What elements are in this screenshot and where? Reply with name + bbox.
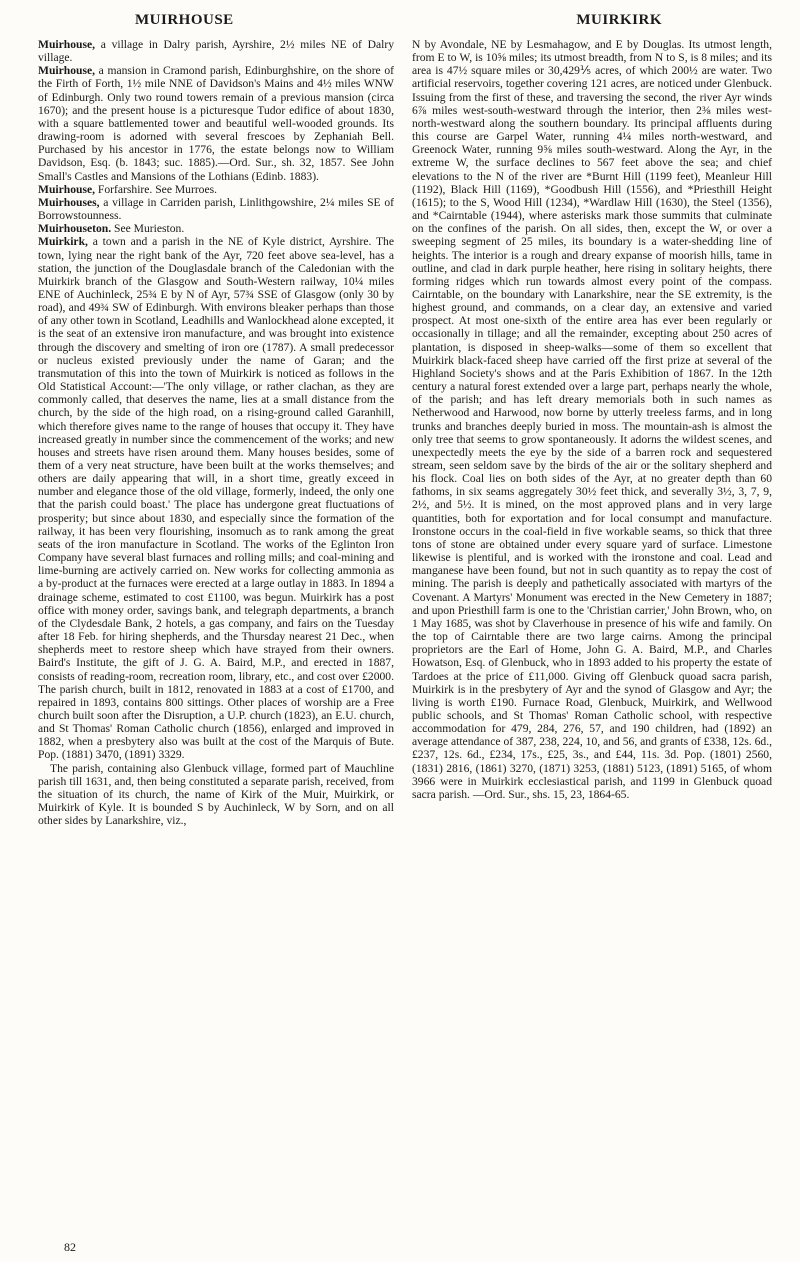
- running-header: [40, 12, 772, 34]
- entry-headword: Muirhouse,: [38, 64, 96, 78]
- entry-paragraph: [38, 64, 394, 182]
- entry-paragraph: [38, 38, 394, 64]
- entry-paragraph: [38, 183, 394, 196]
- entry-paragraph: [38, 762, 394, 828]
- entry-paragraph: [38, 196, 394, 222]
- entry-headword: Muirhouse,: [38, 38, 96, 51]
- right-column: [412, 38, 772, 801]
- entry-text: See Murieston.: [111, 222, 185, 236]
- left-column: [38, 38, 394, 827]
- entry-paragraph: [38, 222, 394, 235]
- header-left-title: MUIRHOUSE: [135, 12, 234, 28]
- entry-text: Forfarshire. See Murroes.: [95, 182, 218, 196]
- entry-paragraph: [412, 38, 772, 801]
- entry-headword: Muirhouseton.: [38, 222, 112, 236]
- page-number: 82: [64, 1240, 76, 1254]
- entry-paragraph: [38, 235, 394, 761]
- entry-text: a town and a parish in the NE of Kyle district, Ayrshire. The town, lying near the right bank of the Ayr, 720 feet above sea-level, has a station, the junction of the Douglasdale branch of the Caledonian with the Muirkirk branch of the Glasgow and South-Western railway, 10¼ miles ENE of Auchinleck, 25¾ E by N of Ayr, 57¾ SSE of Glasgow (only 30 by road), and 49¾ SW of Edinburgh. With environs bleaker perhaps than those of any other town in Scotland, Leadhills and Wanlockhead alone excepted, it is the seat of an extensive iron manufacture, and was brought into existence through the discovery and smelting of iron ore (1787). A small predecessor or nucleus existed previously under the name of Garan; and the transmutation of this into the town of Muirkirk is noticed as follows in the Old Statistical Account:—'The only village, or rather clachan, as they are commonly called, that deserves the name, lies at a small distance from the church, by the side of the high road, on a rising-ground called Garanhill, which therefore gives name to the range of houses that occupy it. They have increased greatly in number since the commencement of the works; and new houses and streets have risen around them. Many houses besides, some of them of a very neat structure, have been built at the works themselves; and others are daily appearing that will, in a short time, greatly exceed in number and elegance those of the old village, formerly, indeed, the only one that the parish could boast.' The place has undergone great fluctuations of prosperity; but since about 1830, and especially since the formation of the railway, it has been very flourishing, insomuch as to rank among the great seats of the iron manufacture in Scotland. The works of the Eglinton Iron Company have several blast furnaces and rolling mills; and coal-mining and lime-burning are actively carried on. New works for collecting ammonia as a by-product at the furnaces were erected at a large outlay in 1883. In 1894 a drainage scheme, estimated to cost £1100, was begun. Muirkirk has a post office with money order, savings bank, and telegraph departments, a branch of the Clydesdale Bank, 2 hotels, a gas company, and fairs on the Tuesday after 18 Feb. for hiring shepherds, and the Thursday nearest 21 Dec., when shepherds meet to restore sheep which have strayed from their owners. Baird's Institute, the gift of J. G. A. Baird, M.P., and erected in 1887, consists of reading-room, recreation room, library, etc., and cost over £2000. The parish church, built in 1812, renovated in 1883 at a cost of £1700, and repaired in 1893, contains 800 sittings. Other places of worship are a Free church built soon after the Disruption, a U.P. church (1823), an E.U. church, and St Thomas' Roman Catholic church (1856), enlarged and improved in 1882, when a presbytery also was built at the cost of the Marquis of Bute. Pop. (1881) 3470, (1891) 3329.: [38, 235, 394, 762]
- entry-text: The parish, containing also Glenbuck village, formed part of Mauchline parish till 1631, and, then being constituted a separate parish, received, from the situation of its church, the name of Kirk of the Muir, Muirkirk, or Muirkirk of Kyle. It is bounded S by Auchinleck, W by Sorn, and on all other sides by Lanarkshire, viz.,: [38, 761, 394, 828]
- entry-text: a village in Carriden parish, Linlithgowshire, 2¼ miles SE of Borrowstounness.: [38, 195, 394, 223]
- entry-headword: Muirkirk,: [38, 235, 88, 249]
- entry-headword: Muirhouse,: [38, 182, 96, 196]
- entry-text: a village in Dalry parish, Ayrshire, 2½ miles NE of Dalry village.: [38, 38, 394, 65]
- entry-text: a mansion in Cramond parish, Edinburghshire, on the shore of the Firth of Forth, 1½ mile NNE of Davidson's Mains and 4½ miles WNW of Edinburgh. Only two round towers remain of a previous mansion (circa 1670); and the present house is a picturesque Tudor edifice of about 1830, with a square battlemented tower and beautiful well-wooded grounds. Its drawing-room is adorned with several frescoes by Zephaniah Bell. Purchased by his ancestor in 1776, the estate belongs now to William Davidson, Esq. (b. 1843; suc. 1885).—Ord. Sur., sh. 32, 1857. See John Small's Castles and Mansions of the Lothians (Edinb. 1883).: [38, 64, 394, 183]
- entry-text: N by Avondale, NE by Lesmahagow, and E by Douglas. Its utmost length, from E to W, is 10⅝ miles; its utmost breadth, from N to S, is 8 miles; and its area is 47½ square miles or 30,429⅕ acres, of which 200½ are water. Two artificial reservoirs, together covering 121 acres, are noticed under Glenbuck. Issuing from the first of these, and traversing the second, the river Ayr winds 6⅞ miles west-south-westward through the interior, then 2⅜ miles west-north-westward along the southern boundary. Its principal affluents during this course are Garpel Water, running 4¼ miles north-westward, and Greenock Water, running 9⅝ miles south-westward. Along the Ayr, in the extreme W, the surface declines to 567 feet above the sea; and chief elevations to the N of the river are *Burnt Hill (1199 feet), Meanleur Hill (1192), Black Hill (1169), *Goodbush Hill (1556), and *Priesthill Height (1615); to the S, Wood Hill (1234), *Wardlaw Hill (1630), the Steel (1356), and *Cairntable (1944), where asterisks mark those summits that culminate on the confines of the parish. On all sides, then, except the W, or over a sweeping segment of 25 miles, its boundary is a water-shedding line of heights. The interior is a rough and dreary expanse of moorish hills, tame in outline, and clad in dark purple heather, here rising in solitary heights, there forming ridges which run towards almost every point of the compass. Cairntable, on the boundary with Lanarkshire, near the SE extremity, is the highest ground, and commands, on a clear day, an extensive and varied prospect. At most one-sixth of the entire area has ever been regularly or occasionally in tillage; and all the remainder, excepting about 250 acres of plantation, is disposed in sheep-walks—some of them so excellent that Muirkirk black-faced sheep have carried off the first prize at several of the Highland Society's shows and at the Paris Exhibition of 1867. In the 12th century a natural forest extended over a large part, perhaps nearly the whole, of the parish; and has left dreary memorials both in such names as Netherwood and Harwood, now borne by utterly treeless farms, and in long trunks and branches deeply buried in moss. The mountain-ash is almost the only tree that seems to grow spontaneously. It adorns the wildest scenes, and unexpectedly meets the eye by the side of a barren rock and sequestered stream, seen seldom save by the birds of the air or the solitary shepherd and his flock. Coal lies on both sides of the Ayr, at no greater depth than 60 fathoms, in six seams aggregately 30½ feet thick, and severally 3½, 3, 7, 9, 2½, and 5½. It is mined, on the most approved plans and in very large quantities, both for exportation and for local consumpt and manufacture. Ironstone occurs in the coal-field in five workable seams, so thick that three tons of stone are obtained under every square yard of surface. Limestone likewise is plentiful, and is worked with the ironstone and coal. Lead and manganese have been found, but not in such quantity as to repay the cost of mining. The parish is deeply and pathetically associated with martyrs of the Covenant. A Martyrs' Monument was erected in the New Cemetery in 1887; and upon Priesthill farm is one to the 'Christian carrier,' John Brown, who, on 1 May 1685, was shot by Claverhouse in presence of his wife and family. On the top of Cairntable there are two large cairns. Among the principal proprietors are the Earl of Home, John G. A. Baird, M.P., and Charles Howatson, Esq. of Glenbuck, who in 1893 added to his property the estate of Tardoes at the price of £11,000. Giving off Glenbuck quoad sacra parish, Muirkirk is in the presbytery of Ayr and the synod of Glasgow and Ayr; the living is worth £190. Furnace Road, Glenbuck, Muirkirk, and Wellwood public schools, and St Thomas' Roman Catholic school, with respective accommodation for 479, 284, 276, 57, and 190 children, had (1892) an average attendance of 387, 238, 224, 10, and 56, and grants of £338, 12s. 6d., £237, 12s. 6d., £234, 17s., £25, 3s., and £44, 11s. 3d. Pop. (1801) 2560, (1831) 2816, (1861) 3270, (1871) 3253, (1881) 5123, (1891) 5165, of whom 3966 were in Muirkirk ecclesiastical parish, and 1199 in Glenbuck quoad sacra parish. —Ord. Sur., shs. 15, 23, 1864-65.: [412, 38, 772, 801]
- header-right-title: MUIRKIRK: [576, 12, 662, 28]
- entry-headword: Muirhouses,: [38, 195, 100, 209]
